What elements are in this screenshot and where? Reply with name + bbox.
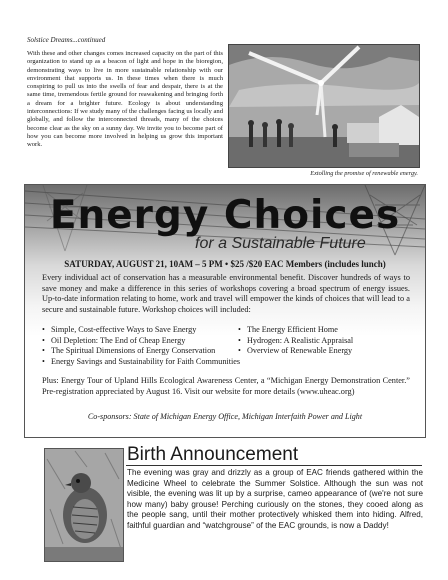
wind-turbine-illustration: [229, 45, 419, 167]
wind-turbine-photo: [228, 44, 420, 168]
bullet-icon: •: [42, 356, 45, 366]
workshop-description: Every individual act of conservation has a measurable environmental benefit. Discover hundreds of ways to save money and make a difference in this series of workshops covering a broad spectrum of energy issues. Up-to-date information relating to home, work and travel will empower the kinds of choices that will lead to a secure and sustainable future. Workshop choices will included:: [42, 273, 410, 314]
energy-tour-note: Plus: Energy Tour of Upland Hills Ecological Awareness Center, a “Michigan Energy Demonstration Center.” Pre-registration appreciated by August 16. Visit our website for more details (www.uheac.org): [42, 376, 410, 396]
topic-item: • Oil Depletion: The End of Cheap Energy: [42, 335, 186, 345]
topic-item: • Energy Savings and Sustainability for Faith Communities: [42, 356, 241, 366]
article-kicker: Solstice Dreams...continued: [27, 36, 106, 44]
birth-announcement-body: The evening was gray and drizzly as a group of EAC friends gathered within the Medicine Wheel to celebrate the Summer Solstice. Although the sun was not visible, the evening was lit up by a surprise, cameo appearance of (we're not sure how many) baby grouse! Perching curiously on the stones, they cooed along as the people sang, until their mother protectively whisked them into hiding. Alfred, faithful guardian and “watchgrouse” of the EAC grounds, is now a Daddy!: [127, 468, 423, 530]
grouse-photo: [44, 448, 124, 562]
bullet-icon: •: [42, 335, 45, 345]
photo-caption: Extolling the promise of renewable energy.: [310, 170, 418, 177]
title-divider: [126, 465, 422, 466]
bullet-icon: •: [238, 325, 241, 334]
topic-item: • Simple, Cost-effective Ways to Save Energy: [42, 325, 197, 334]
co-sponsors: Co-sponsors: State of Michigan Energy Office, Michigan Interfaith Power and Light: [87, 412, 363, 421]
topic-item: • The Spiritual Dimensions of Energy Conservation: [42, 346, 216, 355]
bullet-icon: •: [238, 335, 241, 345]
workshop-subtitle: for a Sustainable Future: [195, 235, 366, 252]
birth-announcement-title: Birth Announcement: [127, 444, 299, 465]
topic-item: • Overview of Renewable Energy: [238, 346, 353, 355]
topic-item: • Hydrogen: A Realistic Appraisal: [238, 335, 354, 345]
bullet-icon: •: [238, 346, 241, 355]
bullet-icon: •: [42, 325, 45, 334]
bullet-icon: •: [42, 346, 45, 355]
workshop-date-line: SATURDAY, AUGUST 21, 10AM – 5 PM • $25 /$20 EAC Members (includes lunch): [64, 259, 386, 269]
article-body: With these and other changes comes increased capacity on the part of this organization to stand up as a beacon of light and hope in the bioregion, demonstrating ways to live in more sustainable relationship with our environment that supports us. In these times when there is much conspiring to pull us into the swells of fear and despair, there is at the same time, tremendous fertile ground for reawakening and bringing forth a dream for a brighter future. Ecology is about understanding interconnections: If we study many of the challenges facing us locally and globally, and follow the interconnected threads, many of the choices become clear as the sky on a sunny day. We invite you to become part of how you can become more involved in helping us grow this important work.: [27, 50, 223, 149]
topic-item: • The Energy Efficient Home: [238, 325, 338, 334]
workshop-title: Energy Choices: [49, 193, 401, 238]
workshop-panel: [24, 184, 426, 438]
grouse-illustration: [45, 449, 123, 561]
